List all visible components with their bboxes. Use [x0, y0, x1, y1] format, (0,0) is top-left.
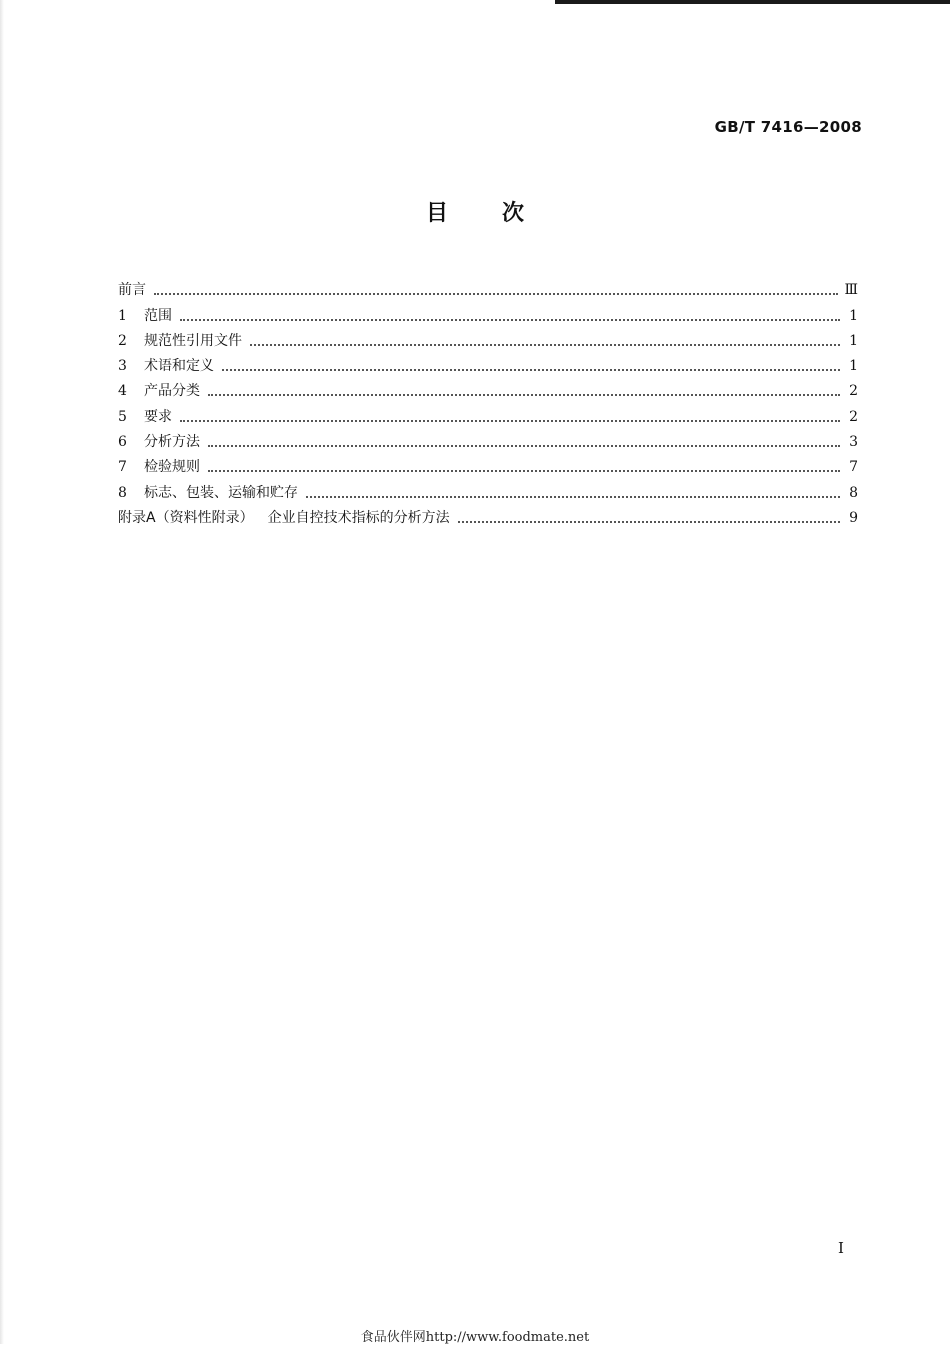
toc-entry-2[interactable]: [118, 325, 858, 350]
toc-title-char-1: 目: [425, 201, 448, 226]
toc-entry-page: Ⅲ: [844, 282, 858, 299]
toc-entry-foreword[interactable]: [118, 274, 858, 299]
toc-entry-label: 术语和定义: [144, 358, 214, 375]
toc-entry-label: 规范性引用文件: [144, 332, 242, 349]
toc-leader-dots: [458, 521, 840, 523]
toc-title-char-2: 次: [502, 201, 525, 226]
toc-entry-7[interactable]: [118, 451, 858, 476]
toc-entry-label: 检验规则: [144, 459, 200, 476]
toc-entry-page: 1: [849, 358, 858, 375]
toc-entry-3[interactable]: [118, 350, 858, 375]
watermark-text: 食品伙伴网http://www.foodmate.net: [360, 1330, 590, 1345]
toc-entry-page: 7: [849, 459, 858, 476]
toc-entry-8[interactable]: [118, 476, 858, 501]
toc-entry-page: 2: [849, 383, 858, 400]
toc-leader-dots: [180, 420, 840, 422]
top-rule: [555, 0, 950, 4]
toc-entry-page: 2: [849, 408, 858, 425]
toc-entry-number: 8: [118, 484, 127, 501]
toc-entry-number: 7: [118, 459, 127, 476]
toc-leader-dots: [222, 369, 840, 371]
toc-leader-dots: [208, 394, 840, 396]
toc-entry-number: 5: [118, 408, 127, 425]
toc-entry-5[interactable]: [118, 400, 858, 425]
toc-entry-6[interactable]: [118, 426, 858, 451]
toc-annex-code: 附录A（资料性附录）: [118, 509, 254, 526]
toc-entry-page: 1: [849, 307, 858, 324]
toc-leader-dots: [250, 344, 840, 346]
toc-entry-annex-a[interactable]: [118, 502, 858, 527]
toc-annex-label: 企业自控技术指标的分析方法: [267, 509, 450, 526]
toc-entry-label: 范围: [144, 307, 172, 324]
toc-entry-number: 2: [118, 332, 127, 349]
toc-leader-dots: [306, 496, 840, 498]
toc-entry-page: 9: [849, 509, 858, 526]
toc-entry-number: 3: [118, 358, 127, 375]
toc-title: [0, 196, 950, 227]
toc-entry-1[interactable]: [118, 299, 858, 324]
toc-entry-number: 6: [118, 434, 127, 451]
page-number: I: [838, 1239, 844, 1257]
table-of-contents: [118, 274, 858, 527]
standard-code: GB/T 7416—2008: [714, 118, 862, 136]
toc-entry-label: 前言: [118, 282, 146, 299]
toc-entry-label: 要求: [144, 408, 172, 425]
toc-entry-label: 产品分类: [144, 383, 200, 400]
toc-entry-number: 1: [118, 307, 127, 324]
toc-leader-dots: [154, 293, 838, 295]
toc-entry-label: 标志、包装、运输和贮存: [144, 484, 298, 501]
toc-entry-label: 分析方法: [144, 434, 200, 451]
toc-leader-dots: [180, 319, 840, 321]
toc-entry-page: 1: [849, 332, 858, 349]
toc-leader-dots: [208, 470, 840, 472]
toc-leader-dots: [208, 445, 840, 447]
toc-entry-4[interactable]: [118, 375, 858, 400]
toc-entry-number: 4: [118, 383, 127, 400]
toc-entry-page: 8: [849, 484, 858, 501]
toc-entry-page: 3: [849, 434, 858, 451]
